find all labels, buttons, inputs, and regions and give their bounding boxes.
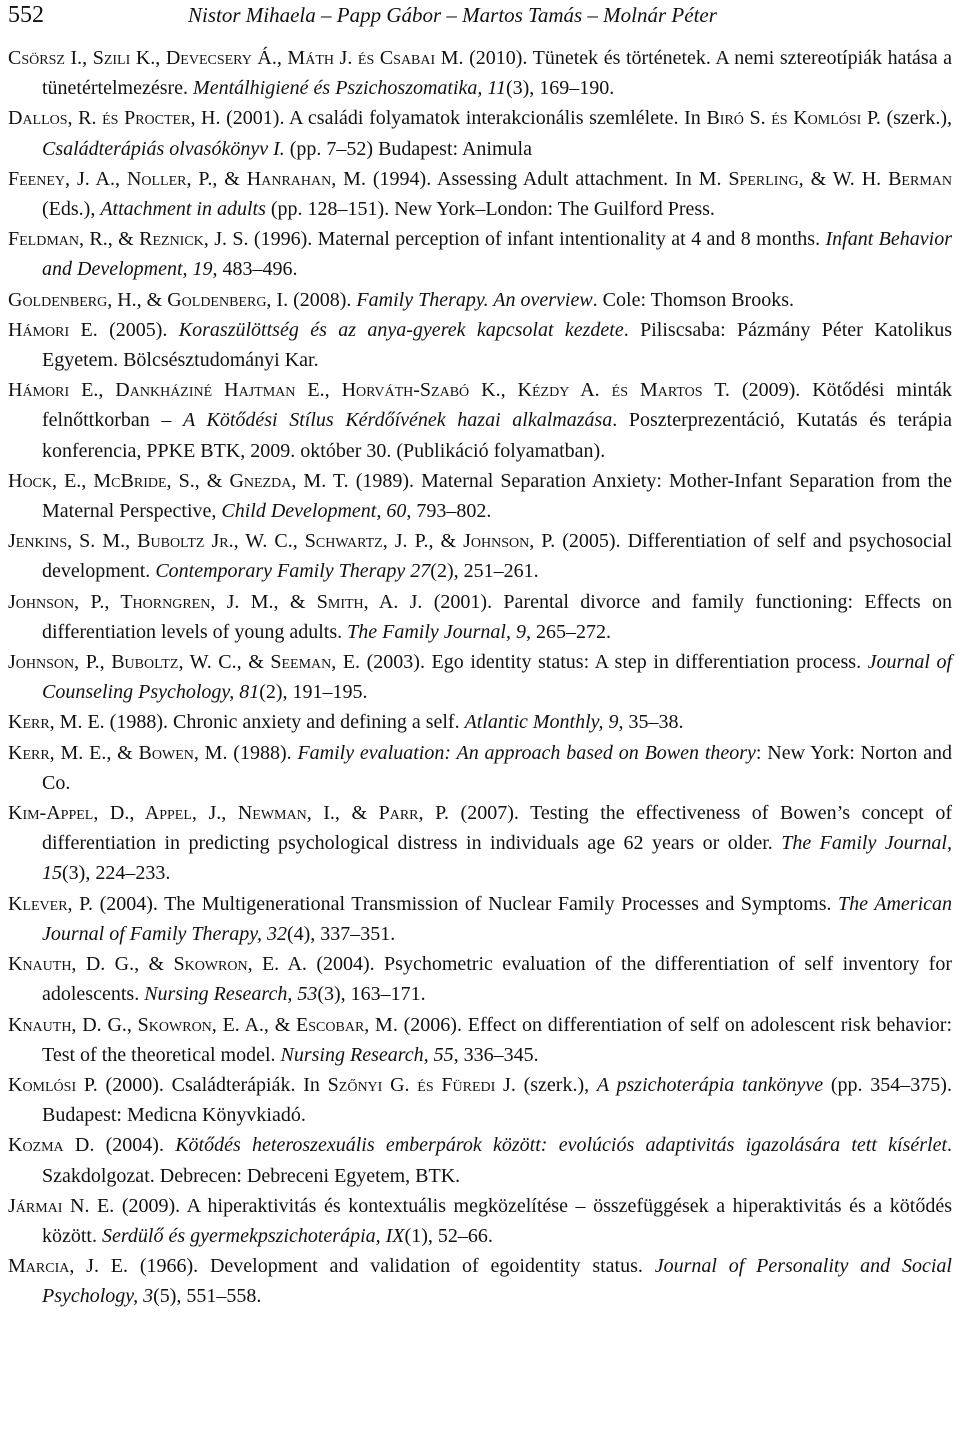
reference-text: (1988). bbox=[227, 741, 298, 764]
reference-authors: Csörsz I., Szili K., Devecsery Á., Máth J. és Csabai M. bbox=[8, 47, 464, 69]
reference-text: , 483–496. bbox=[212, 258, 298, 281]
reference-authors: Feeney, J. A., Noller, P., & Hanrahan, M. bbox=[8, 167, 366, 190]
reference-entry-knauth1 bbox=[8, 949, 952, 1009]
reference-text: (2007). Testing the effectiveness of Bowen’s concept of differentiation in predicting psychological distress in individuals age 62 years or older. bbox=[42, 802, 952, 855]
reference-entry-hamori2 bbox=[8, 375, 952, 466]
reference-text: (5), 551–558. bbox=[153, 1285, 262, 1308]
reference-text: (pp. 128–151). New York–London: The Guilford Press. bbox=[265, 198, 715, 221]
reference-source-title: Contemporary Family Therapy 27 bbox=[155, 560, 431, 583]
reference-source-title: Serdülő és gyermekpszichoterápia, IX bbox=[102, 1224, 405, 1247]
reference-source-title: Infant Behavior and Development, 19 bbox=[42, 228, 952, 281]
reference-source-title: Nursing Research, 53 bbox=[144, 983, 318, 1006]
reference-authors: Hámori E. bbox=[8, 318, 98, 341]
reference-source-title: The American Journal of Family Therapy, 32 bbox=[42, 892, 952, 945]
reference-text: (szerk.), bbox=[880, 107, 952, 130]
reference-source-title: The Family Journal, 9 bbox=[347, 620, 526, 643]
reference-authors: M. Sperling, & W. H. Berman bbox=[698, 167, 952, 190]
reference-source-title: Koraszülöttség és az anya-gyerek kapcsolat kezdete bbox=[178, 318, 624, 341]
reference-text: . Cole: Thomson Brooks. bbox=[592, 288, 794, 311]
reference-source-title: Child Development, 60 bbox=[221, 500, 407, 523]
reference-text: (3), 169–190. bbox=[505, 77, 615, 100]
reference-source-title: Családterápiás olvasókönyv I. bbox=[42, 137, 285, 160]
reference-text: , 35–38. bbox=[618, 711, 684, 734]
reference-entry-feeney bbox=[8, 164, 952, 224]
reference-text: (3), 224–233. bbox=[62, 862, 171, 885]
reference-entry-johnson2 bbox=[8, 647, 952, 707]
reference-text: (2005). bbox=[97, 318, 179, 341]
reference-entry-dallos bbox=[8, 103, 952, 163]
reference-text: (1996). Maternal perception of infant intentionality at 4 and 8 months. bbox=[248, 228, 826, 251]
reference-text: (2009). A hiperaktivitás és kontextuális megközelítése – összefüggések a hiperaktivitás és a kötődés között. bbox=[42, 1194, 952, 1247]
reference-text: (2001). Parental divorce and family functioning: Effects on differentiation levels of young adults. bbox=[42, 590, 952, 643]
reference-text: (2003). Ego identity status: A step in differentiation process. bbox=[360, 651, 868, 674]
reference-authors: Marcia, J. E. bbox=[8, 1255, 128, 1278]
reference-authors: Kozma D. bbox=[8, 1134, 95, 1157]
reference-text: (2006). Effect on differentiation of self on adolescent risk behavior: Test of the theoretical model. bbox=[42, 1013, 953, 1066]
reference-source-title: A pszichoterápia tankönyve bbox=[596, 1073, 824, 1096]
reference-authors: Komlósi P. bbox=[8, 1073, 98, 1096]
reference-authors: Knauth, D. G., & Skowron, E. A. bbox=[8, 953, 307, 976]
reference-text: . Szakdolgozat. Debrecen: Debreceni Egyetem, BTK. bbox=[42, 1134, 953, 1187]
reference-authors: Dallos, R. és Procter, H. bbox=[8, 107, 221, 130]
running-head: Nistor Mihaela – Papp Gábor – Martos Tamás – Molnár Péter bbox=[188, 3, 717, 27]
reference-entry-csorsz bbox=[8, 43, 952, 103]
reference-authors: Kerr, M. E. bbox=[8, 711, 105, 734]
reference-source-title: Journal of Counseling Psychology, 81 bbox=[42, 651, 953, 704]
reference-text: (1988). Chronic anxiety and defining a self. bbox=[104, 711, 465, 734]
reference-text: (2000). Családterápiák. In bbox=[97, 1073, 328, 1096]
reference-text: , 793–802. bbox=[406, 500, 492, 523]
reference-text: (2008). bbox=[288, 288, 357, 311]
reference-authors: Knauth, D. G., Skowron, E. A., & Escobar, M. bbox=[8, 1013, 398, 1036]
reference-authors: Kim-Appel, D., Appel, J., Newman, I., & Parr, P. bbox=[8, 802, 449, 825]
reference-text: . Poszterprezentáció, Kutatás és terápia konferencia, PPKE BTK, 2009. október 30. (Publikáció folyamatban). bbox=[42, 409, 952, 462]
reference-text: (1989). Maternal Separation Anxiety: Mother-Infant Separation from the Maternal Perspective, bbox=[42, 469, 952, 523]
reference-entry-hock bbox=[8, 466, 952, 526]
reference-entry-kerr1 bbox=[8, 707, 952, 737]
reference-authors: Kerr, M. E., & Bowen, M. bbox=[8, 741, 228, 764]
reference-entry-hamori1 bbox=[8, 315, 952, 375]
reference-text: (pp. 354–375). Budapest: Medicna Könyvkiadó. bbox=[42, 1073, 952, 1127]
reference-authors: Szőnyi G. és Füredi J. bbox=[327, 1073, 516, 1096]
reference-text: (2001). A családi folyamatok interakcionális szemlélete. In bbox=[220, 107, 707, 130]
reference-authors: Johnson, P., Buboltz, W. C., & Seeman, E. bbox=[8, 651, 361, 674]
reference-source-title: Family evaluation: An approach based on Bowen theory bbox=[297, 741, 756, 764]
reference-entry-johnson1 bbox=[8, 587, 952, 647]
reference-entry-feldman bbox=[8, 224, 952, 284]
reference-text: (2010). Tünetek és történetek. A nemi sztereotípiák hatása a tünetértelmezésre. bbox=[42, 47, 953, 100]
reference-entry-knauth2 bbox=[8, 1010, 952, 1070]
reference-authors: Jármai N. E. bbox=[8, 1194, 115, 1217]
reference-authors: Johnson, P., Thorngren, J. M., & Smith, A. J. bbox=[8, 590, 423, 613]
reference-text: (1), 52–66. bbox=[404, 1224, 493, 1247]
reference-entry-kimappel bbox=[8, 798, 952, 889]
reference-authors: Biró S. és Komlósi P. bbox=[706, 107, 881, 130]
reference-entry-komlosi bbox=[8, 1070, 952, 1130]
reference-authors: Hock, E., McBride, S., & Gnezda, M. T. bbox=[8, 469, 349, 492]
reference-text: (2004). bbox=[94, 1134, 176, 1157]
reference-entry-marcia bbox=[8, 1251, 952, 1311]
reference-source-title: Kötődés heteroszexuális emberpárok között: evolúciós adaptivitás igazolására tett kísérlet bbox=[175, 1134, 948, 1157]
reference-source-title: Journal of Personality and Social Psychology, 3 bbox=[42, 1255, 952, 1308]
reference-entry-jenkins bbox=[8, 526, 952, 586]
reference-text: , 336–345. bbox=[453, 1043, 539, 1066]
reference-source-title: The Family Journal, 15 bbox=[42, 832, 952, 885]
reference-text: (1966). Development and validation of egoidentity status. bbox=[128, 1255, 655, 1278]
reference-source-title: A Kötődési Stílus Kérdőívének hazai alkalmazása bbox=[183, 409, 613, 432]
reference-text: (4), 337–351. bbox=[286, 922, 396, 945]
reference-text: (pp. 7–52) Budapest: Animula bbox=[284, 137, 532, 160]
reference-source-title: Mentálhigiené és Pszichoszomatika, 11 bbox=[193, 77, 506, 100]
reference-text: , 265–272. bbox=[526, 620, 611, 643]
reference-source-title: Atlantic Monthly, 9 bbox=[464, 711, 619, 734]
reference-source-title: Attachment in adults bbox=[100, 198, 266, 221]
reference-text: (2004). The Multigenerational Transmission of Nuclear Family Processes and Symptoms. bbox=[93, 892, 839, 915]
reference-entry-jarmai bbox=[8, 1191, 952, 1251]
reference-text: (Eds.), bbox=[42, 198, 101, 221]
reference-authors: Hámori E., Dankháziné Hajtman E., Horváth-Szabó K., Kézdy A. és Martos T. bbox=[8, 379, 730, 402]
page-number: 552 bbox=[8, 2, 44, 28]
reference-text: (2009). Kötődési minták felnőttkorban – bbox=[42, 379, 952, 432]
reference-text: : New York: Norton and Co. bbox=[42, 741, 952, 794]
reference-authors: Goldenberg, H., & Goldenberg, I. bbox=[8, 288, 289, 311]
page-header bbox=[8, 0, 952, 30]
reference-authors: Klever, P. bbox=[8, 892, 94, 915]
reference-entry-kerr2 bbox=[8, 738, 952, 798]
reference-text: (2005). Differentiation of self and psychosocial development. bbox=[42, 530, 952, 583]
reference-entry-goldenberg bbox=[8, 285, 952, 315]
reference-text: (2004). Psychometric evaluation of the differentiation of self inventory for adolescents. bbox=[42, 953, 952, 1006]
reference-entry-kozma bbox=[8, 1130, 952, 1190]
reference-entry-klever bbox=[8, 889, 952, 949]
reference-list bbox=[8, 43, 952, 1312]
reference-text: (szerk.), bbox=[515, 1073, 597, 1096]
reference-text: (2), 251–261. bbox=[430, 560, 539, 583]
reference-text: (2), 191–195. bbox=[259, 681, 368, 704]
reference-source-title: Family Therapy. An overview bbox=[356, 288, 593, 311]
reference-text: (1994). Assessing Adult attachment. In bbox=[365, 167, 699, 190]
reference-authors: Jenkins, S. M., Buboltz Jr., W. C., Schwartz, J. P., & Johnson, P. bbox=[8, 530, 556, 553]
reference-text: (3), 163–171. bbox=[317, 983, 426, 1006]
reference-authors: Feldman, R., & Reznick, J. S. bbox=[8, 228, 249, 251]
reference-text: . Piliscsaba: Pázmány Péter Katolikus Egyetem. Bölcsésztudományi Kar. bbox=[42, 318, 952, 372]
reference-source-title: Nursing Research, 55 bbox=[280, 1043, 454, 1066]
